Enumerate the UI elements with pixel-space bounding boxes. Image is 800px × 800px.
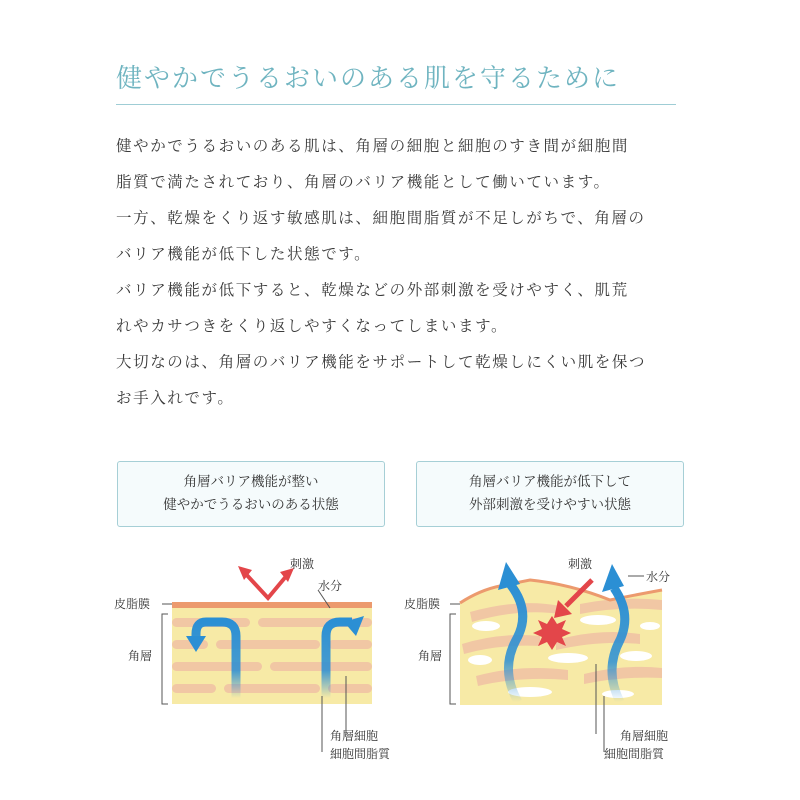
healthy-sebum-film [172,602,372,608]
damaged-stimulus-burst-icon [533,616,571,650]
corneocyte [270,662,372,671]
damaged-stimulus-label: 刺激 [568,557,593,571]
paragraph-line: バリア機能が低下すると、乾燥などの外部刺激を受けやすく、肌荒 [116,281,629,299]
damaged-moisture-arrowhead-right [602,564,624,592]
damaged-cells-label: 角層細胞 [620,729,669,743]
lipid-gap [472,621,500,631]
damaged-moisture-label: 水分 [646,570,671,584]
healthy-caption-box [117,461,385,527]
paragraph-line: 脂質で満たされており、角層のバリア機能として働いています。 [116,173,611,191]
healthy-stimulus-label: 刺激 [290,557,315,571]
title-divider [116,104,676,105]
damaged-sebum-label: 皮脂膜 [404,597,441,611]
healthy-caption-line1: 角層バリア機能が整い [183,474,319,490]
paragraph-line: れやカサつきをくり返しやすくなってしまいます。 [116,317,509,335]
paragraph-line: 健やかでうるおいのある肌は、角層の細胞と細胞のすき間が細胞間 [116,137,630,155]
corneocyte [172,684,216,693]
skin-diagram [0,540,800,800]
page-title: 健やかでうるおいのある肌を守るために [116,64,621,94]
damaged-caption-line2: 外部刺激を受けやすい状態 [469,497,631,513]
corneocyte [172,662,262,671]
damaged-lipids-label: 細胞間脂質 [604,747,665,761]
healthy-stratum-bracket [162,614,168,704]
healthy-stimulus-arrow [244,572,288,598]
damaged-caption-line1: 角層バリア機能が低下して [469,474,631,490]
damaged-caption-box [416,461,684,527]
paragraph-line: 大切なのは、角層のバリア機能をサポートして乾燥しにくい肌を保つ [116,353,647,371]
healthy-stratum-label: 角層 [128,649,153,663]
healthy-cells-label: 角層細胞 [330,729,379,743]
healthy-moisture-label: 水分 [318,579,343,593]
damaged-stratum-bracket [450,614,456,704]
lipid-gap [620,651,652,661]
lipid-gap [468,655,492,665]
paragraph-line: お手入れです。 [116,389,235,407]
damaged-stratum-label: 角層 [418,649,443,663]
lipid-gap [640,622,660,630]
paragraph-line: バリア機能が低下した状態です。 [116,245,372,263]
paragraph-line: 一方、乾燥をくり返す敏感肌は、細胞間脂質が不足しがちで、角層の [116,209,646,227]
lipid-gap [580,615,616,625]
healthy-caption-line2: 健やかでうるおいのある状態 [163,497,339,513]
healthy-sebum-label: 皮脂膜 [114,597,151,611]
body-text [116,128,696,416]
healthy-skin-diagram [114,556,391,761]
healthy-lipids-label: 細胞間脂質 [330,747,391,761]
corneocyte [328,640,372,649]
damaged-skin-diagram [404,556,670,761]
lipid-gap [548,653,588,663]
corneocyte [328,684,372,693]
